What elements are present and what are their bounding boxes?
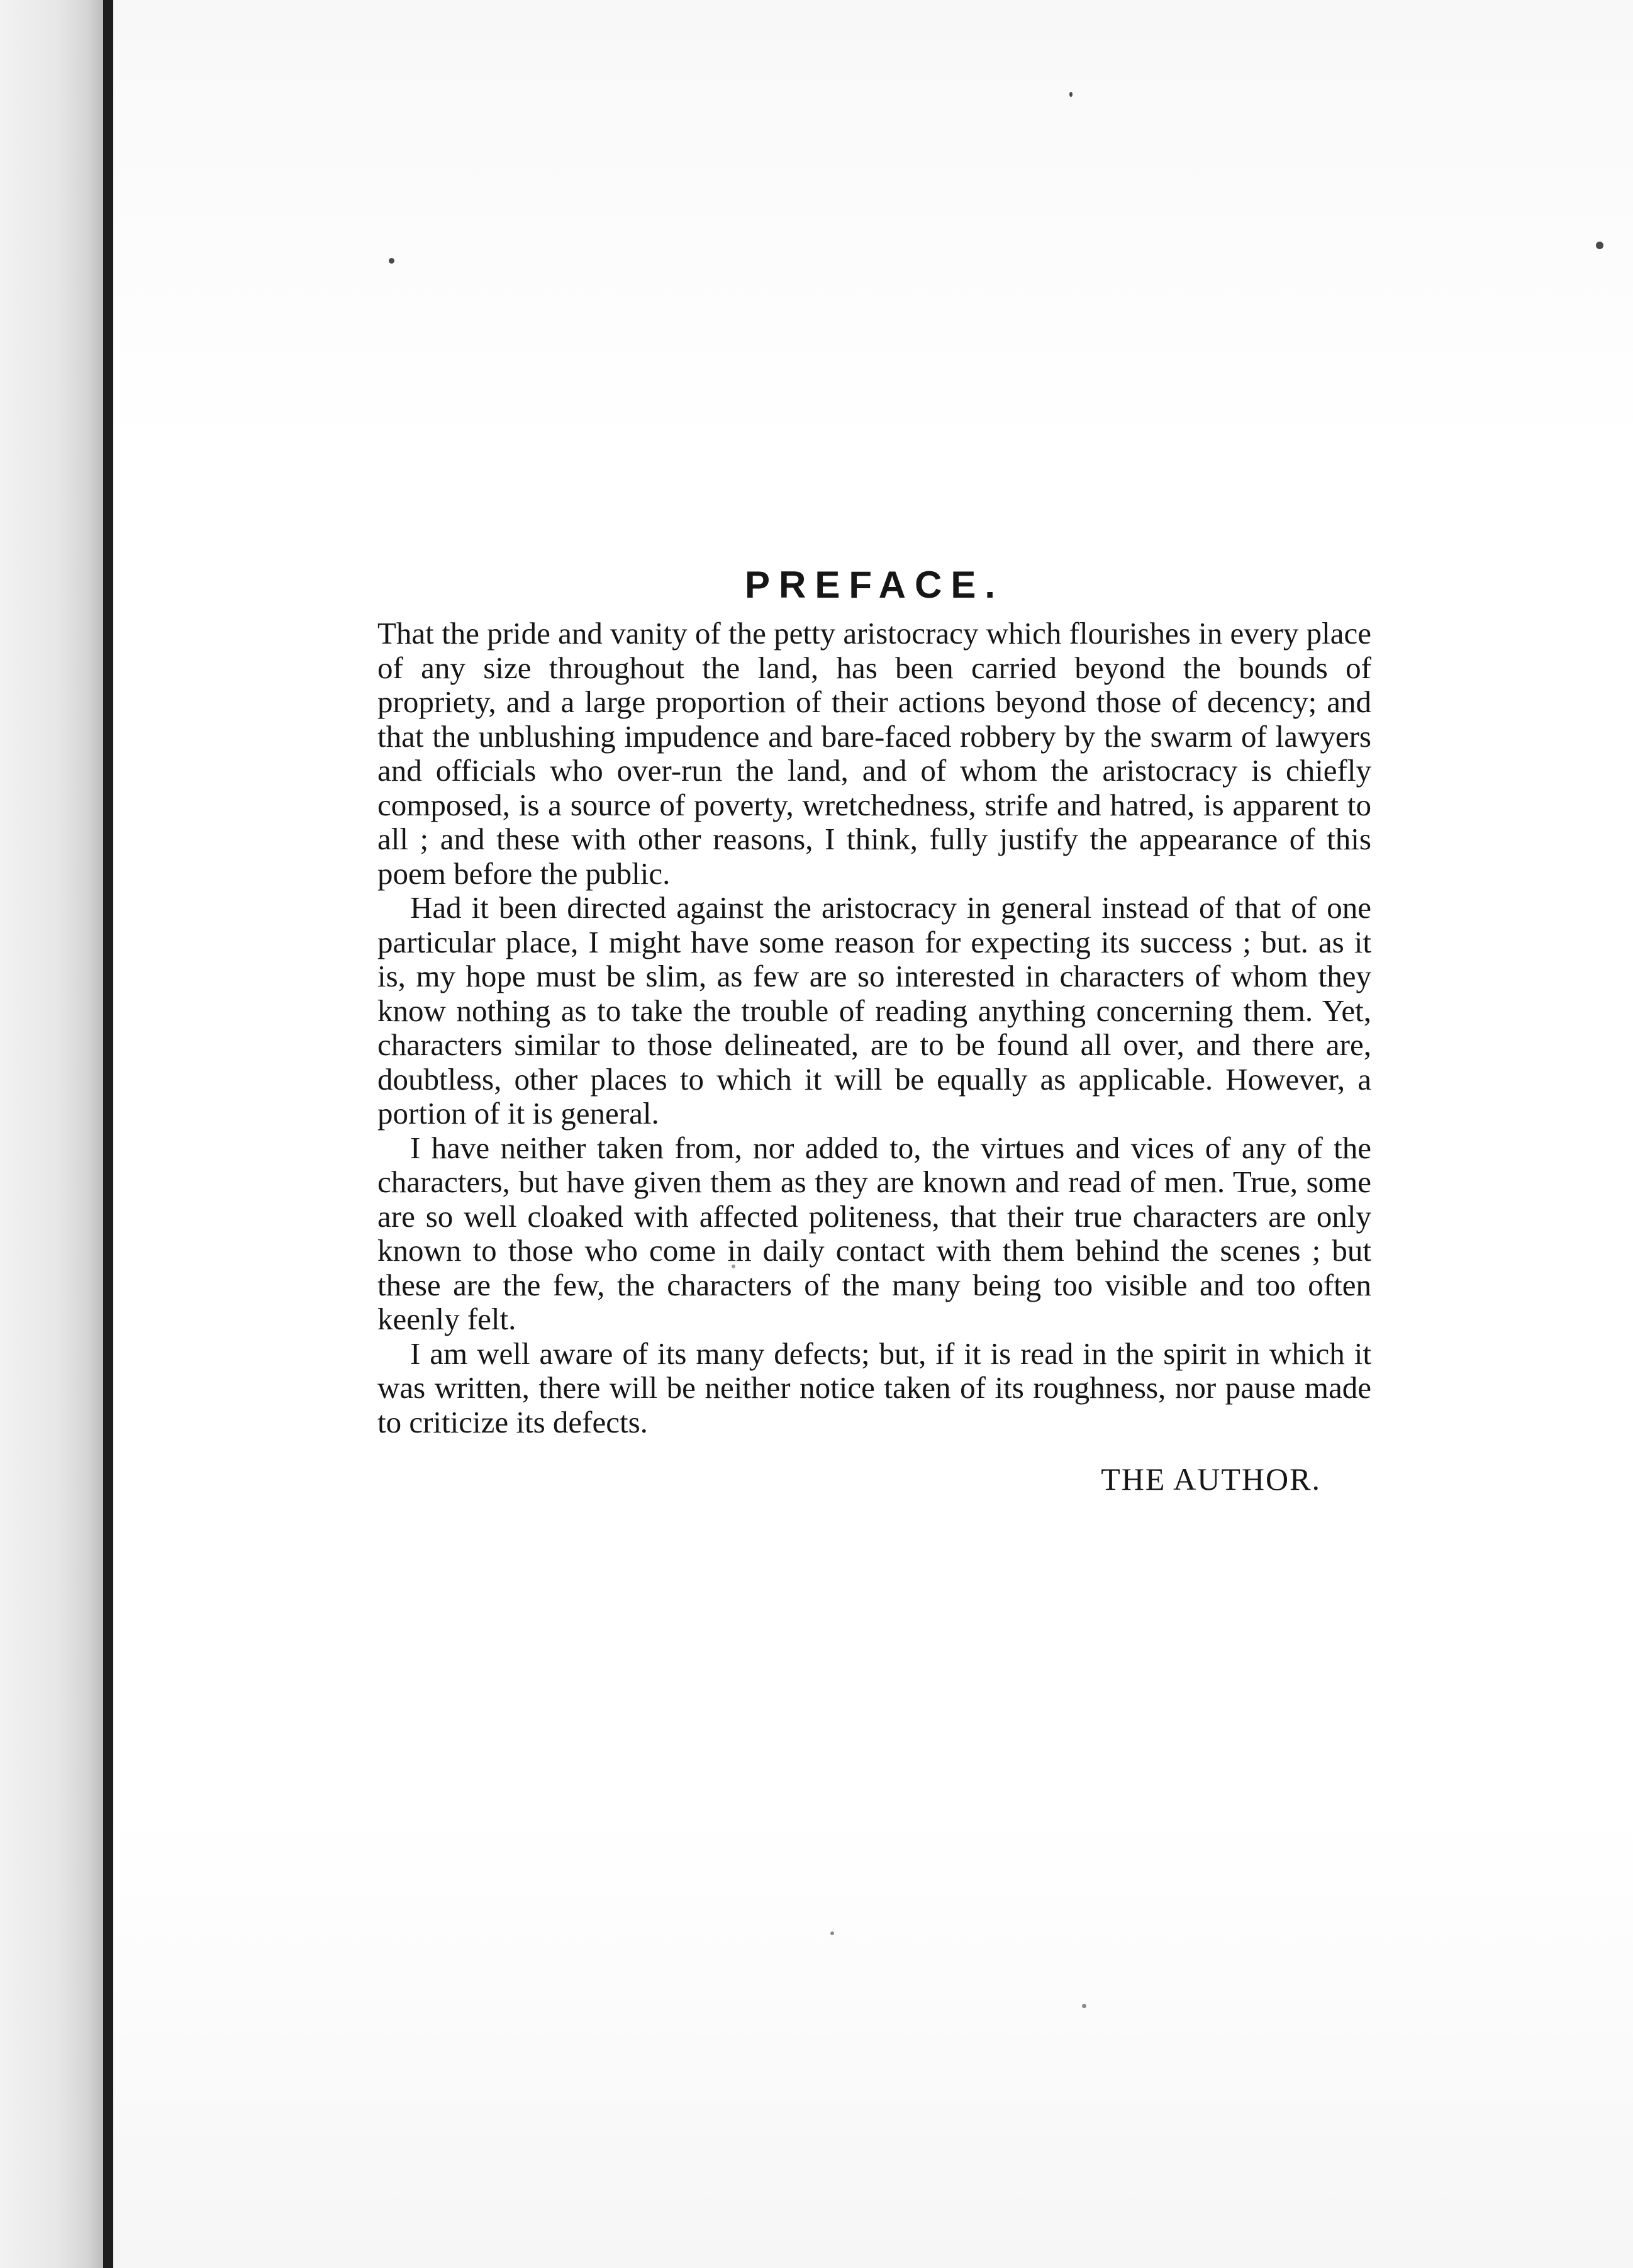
preface-paragraph-2: Had it been directed against the aristocracy in general instead of that of one particular place, I might have some reason for expecting its success ; but. as it is, my hope must be slim, as few are so interested in characters of whom they know nothing as to take the trouble of reading anything concerning them. Yet, characters similar to those delineated, are to be found all over, and there are, doubtless, other places to which it will be equally as applicable. However, a portion of it is general. <box>377 890 1371 1131</box>
preface-paragraph-3: I have neither taken from, nor added to, the virtues and vices of any of the characters, but have given them as they are known and read of men. True, some are so well cloaked with affected politeness, that their true characters are only known to those who come in daily contact with them behind the scenes ; but these are the few, the characters of the many being too visible and too often keenly felt. <box>377 1130 1371 1336</box>
ink-speck <box>1596 242 1603 249</box>
ink-speck <box>389 258 394 264</box>
spine-shadow <box>103 0 113 2268</box>
author-signature: THE AUTHOR. <box>1101 1461 1321 1497</box>
preface <box>377 566 1371 1495</box>
ink-speck <box>1082 2004 1086 2008</box>
page-edge <box>0 0 103 2268</box>
ink-speck <box>830 1931 834 1935</box>
preface-paragraph-4: I am well aware of its many defects; but, if it is read in the spirit in which it was written, there will be neither notice taken of its roughness, nor pause made to criticize its defects. <box>377 1336 1371 1439</box>
ink-speck <box>1069 92 1073 97</box>
preface-paragraph-1: That the pride and vanity of the petty aristocracy which flourishes in every place of any size throughout the land, has been carried beyond the bounds of propriety, and a large proportion of their actions beyond those of decency; and that the unblushing impudence and bare-faced robbery by the swarm of lawyers and officials who over-run the land, and of whom the aristocracy is chiefly composed, is a source of poverty, wretchedness, strife and hatred, is apparent to all ; and these with other reasons, I think, fully justify the appearance of this poem before the public. <box>377 616 1371 891</box>
preface-title: PREFACE. <box>744 564 1005 606</box>
